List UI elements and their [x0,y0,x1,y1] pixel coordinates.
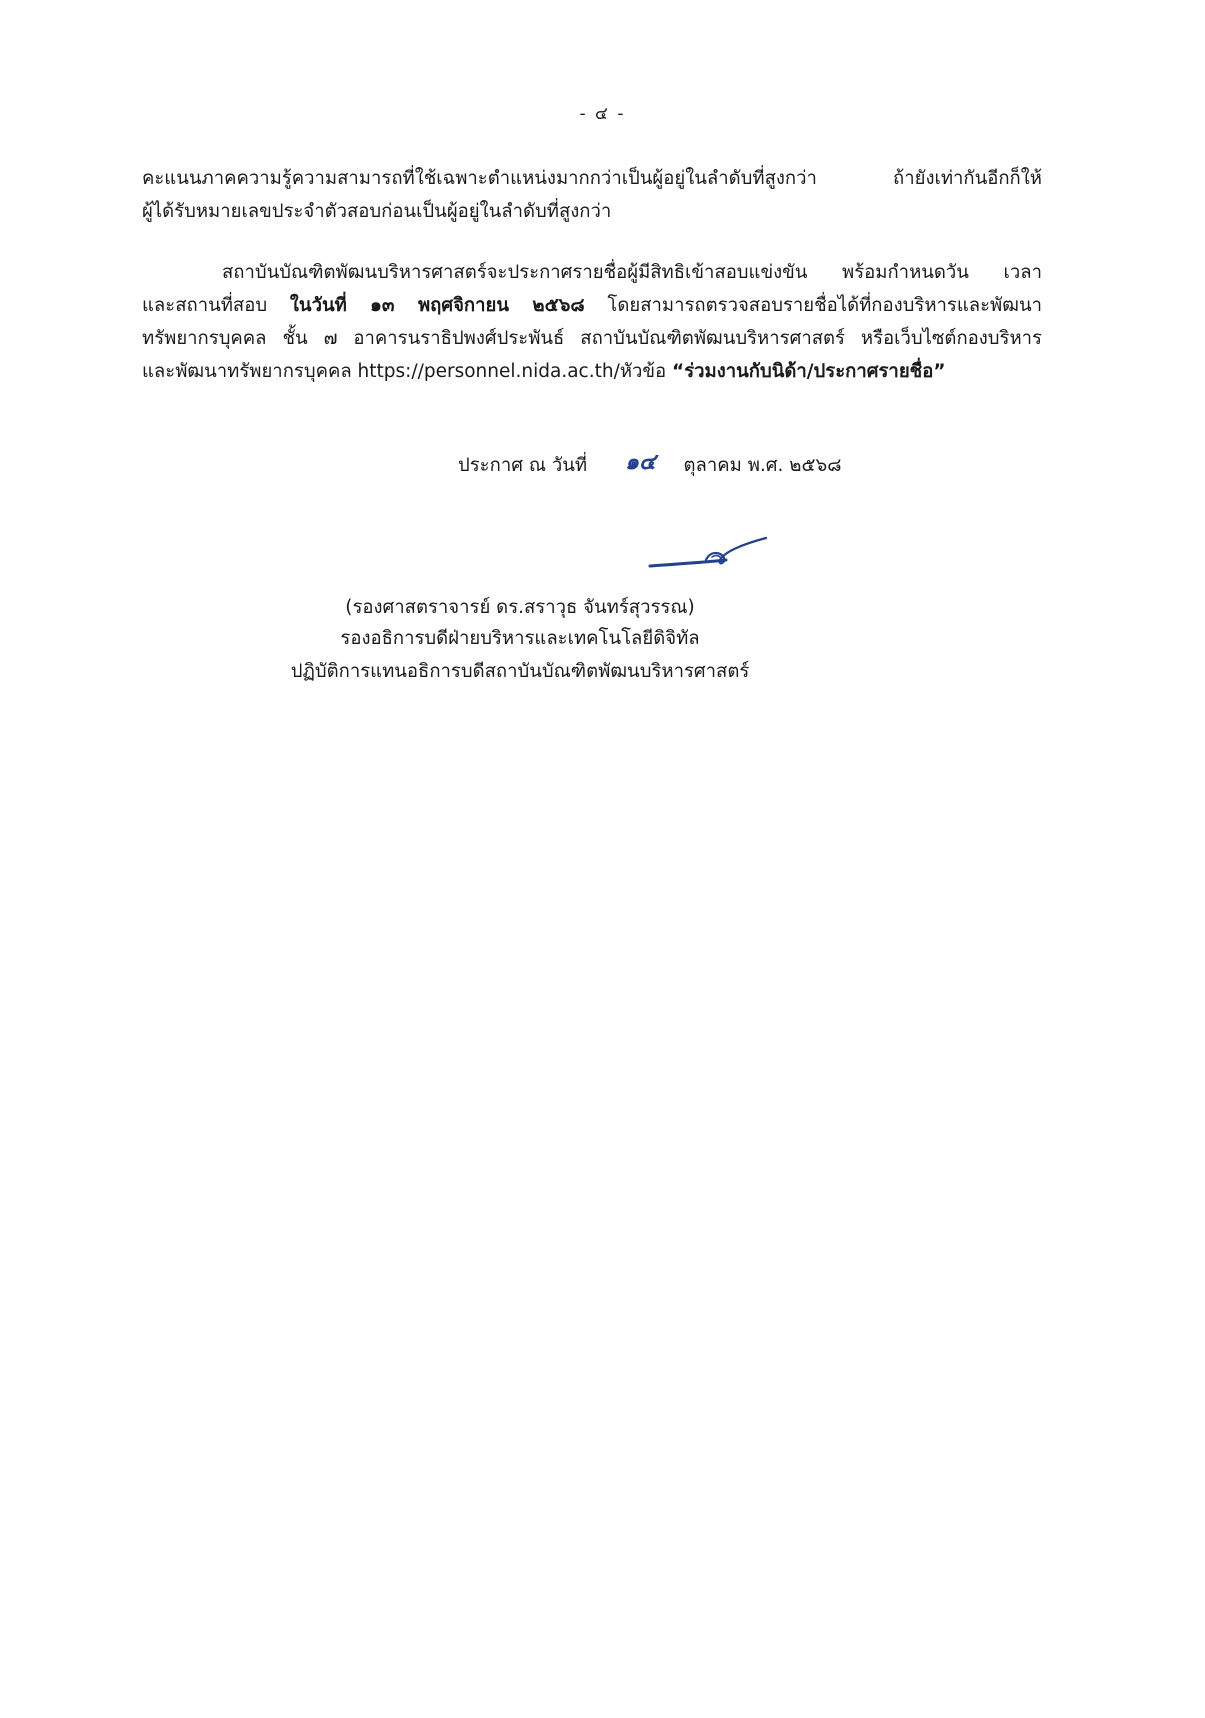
topic-title-bold: “ร่วมงานกับนิด้า/ประกาศรายชื่อ” [672,361,946,382]
date-prefix: ประกาศ ณ วันที่ [458,455,588,476]
paragraph-ranking-rule [142,162,1042,228]
handwritten-signature [648,530,768,576]
text-run: และพัฒนาทรัพยากรบุคคล https://personnel.nida.ac.th/หัวข้อ [142,361,673,382]
paragraph-line: ทรัพยากรบุคคล ชั้น ๗ อาคารนราธิปพงศ์ประพันธ์ สถาบันบัณฑิตพัฒนบริหารศาสตร์ หรือเว็บไซต์กองบริหาร [142,328,1042,349]
paragraph-exam-announcement [142,256,1042,388]
text-run: และสถานที่สอบ [142,295,290,316]
signer-position: รองอธิการบดีฝ่ายบริหารและเทคโนโลยีดิจิทัล [340,628,700,649]
signer-name: (รองศาสตราจารย์ ดร.สราวุธ จันทร์สุวรรณ) [345,597,695,618]
paragraph-line: ผู้ได้รับหมายเลขประจำตัวสอบก่อนเป็นผู้อยู่ในลำดับที่สูงกว่า [142,201,612,222]
paragraph-line [142,289,1042,322]
signer-acting-position: ปฏิบัติการแทนอธิการบดีสถาบันบัณฑิตพัฒนบริหารศาสตร์ [290,661,750,682]
date-suffix: ตุลาคม พ.ศ. ๒๕๖๘ [683,455,842,476]
paragraph-line: คะแนนภาคความรู้ความสามารถที่ใช้เฉพาะตำแหน่งมากกว่าเป็นผู้อยู่ในลำดับที่สูงกว่า ถ้ายังเท่ากันอีกก็ให้ [142,168,1042,189]
paragraph-line [142,355,1042,388]
announcement-date [458,446,842,481]
page-number: - ๔ - [579,104,626,124]
handwritten-day: ๑๔ [625,450,656,475]
exam-date-bold: ในวันที่ ๑๓ พฤศจิกายน ๒๕๖๘ [289,295,585,316]
paragraph-line: สถาบันบัณฑิตพัฒนบริหารศาสตร์จะประกาศรายชื่อผู้มีสิทธิเข้าสอบแข่งขัน พร้อมกำหนดวัน เวลา [222,262,1042,283]
text-run: โดยสามารถตรวจสอบรายชื่อได้ที่กองบริหารและพัฒนา [584,295,1042,316]
